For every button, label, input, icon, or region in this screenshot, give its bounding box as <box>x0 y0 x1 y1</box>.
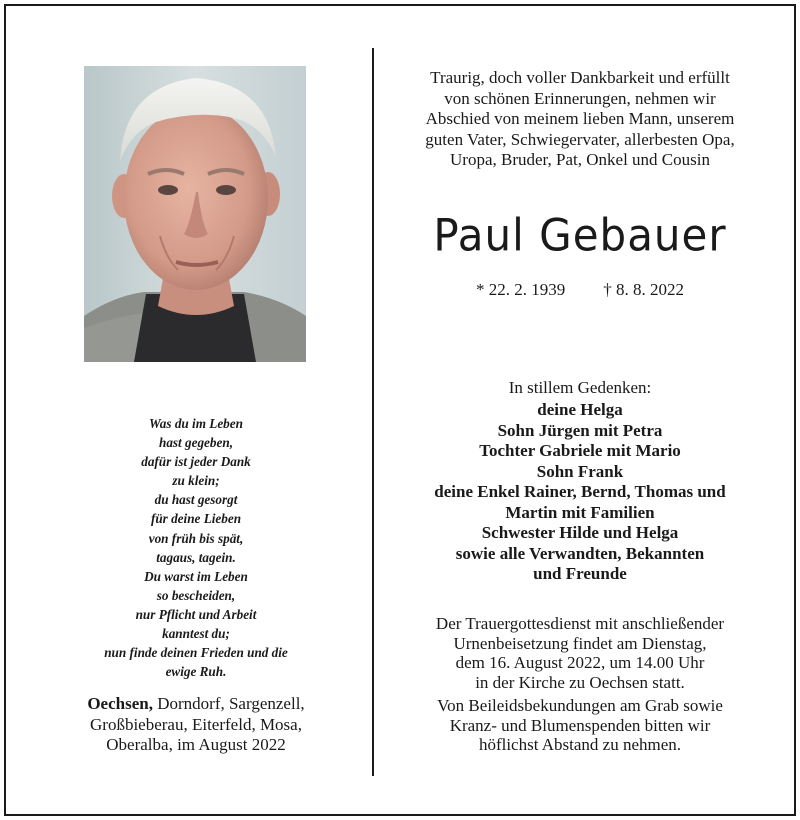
places-line-rest: Dorndorf, Sargenzell, <box>152 694 305 713</box>
mourner-line: Schwester Hilde und Helga <box>481 523 679 542</box>
places-line: Oberalba, im August 2022 <box>106 735 286 754</box>
poem-line: so bescheiden, <box>156 587 236 603</box>
condolence-request <box>380 696 780 755</box>
deceased-name: Paul Gebauer <box>433 209 727 262</box>
mourner-line: Sohn Jürgen mit Petra <box>497 420 663 440</box>
request-line: höflichst Abstand zu nehmen. <box>478 735 682 754</box>
intro-line: guten Vater, Schwiegervater, allerbesten Opa, <box>425 129 735 149</box>
life-dates <box>380 280 780 300</box>
poem-line: nun finde deinen Frieden und die <box>104 645 288 661</box>
mourner-line: Tochter Gabriele mit Mario <box>479 441 681 460</box>
portrait-photo <box>84 66 306 362</box>
places-line: Großbieberau, Eiterfeld, Mosa, <box>90 714 302 734</box>
poem-line: kanntest du; <box>162 626 230 642</box>
intro-line: Uropa, Bruder, Pat, Onkel und Cousin <box>450 150 710 169</box>
mourner-line: Sohn Frank <box>536 461 624 481</box>
intro-line: Traurig, doch voller Dankbarkeit und erfüllt <box>430 68 730 87</box>
service-line: Urnenbeisetzung findet am Dienstag, <box>453 633 707 653</box>
request-line: Von Beileidsbekundungen am Grab sowie <box>437 696 723 715</box>
places-first-town: Oechsen, <box>87 694 153 713</box>
mourner-line: sowie alle Verwandten, Bekannten <box>455 543 705 563</box>
mourners-heading: In stillem Gedenken: <box>508 378 652 397</box>
poem-line: Du warst im Leben <box>144 568 248 584</box>
mourner-line: und Freunde <box>533 564 627 583</box>
poem-line: ewige Ruh. <box>165 664 227 680</box>
poem-line: zu klein; <box>172 473 220 489</box>
poem-line: von früh bis spät, <box>148 530 244 546</box>
poem-line: dafür ist jeder Dank <box>141 454 251 470</box>
mourner-line: deine Helga <box>537 400 623 419</box>
vertical-divider <box>372 48 374 776</box>
mourners-list <box>380 400 780 585</box>
death-date: † 8. 8. 2022 <box>603 280 684 299</box>
intro-line: von schönen Erinnerungen, nehmen wir <box>444 88 716 108</box>
service-line: in der Kirche zu Oechsen statt. <box>475 672 685 692</box>
mourner-line: Martin mit Familien <box>505 502 655 522</box>
poem-line: für deine Lieben <box>150 511 242 527</box>
service-line: Der Trauergottesdienst mit anschließender <box>435 614 725 633</box>
memorial-poem <box>46 414 346 681</box>
mourner-line: deine Enkel Rainer, Bernd, Thomas und <box>434 482 726 501</box>
poem-line: hast gegeben, <box>159 435 233 451</box>
poem-line: tagaus, tagein. <box>156 549 236 565</box>
intro-text <box>380 68 780 171</box>
funeral-service-info <box>380 614 780 692</box>
places-and-date <box>46 694 346 756</box>
places-line <box>46 694 346 715</box>
intro-line: Abschied von meinem lieben Mann, unserem <box>425 109 735 128</box>
poem-line: nur Pflicht und Arbeit <box>135 606 257 622</box>
obituary-card <box>4 4 796 816</box>
birth-date: * 22. 2. 1939 <box>476 280 566 299</box>
portrait-image <box>84 66 306 362</box>
poem-line: du hast gesorgt <box>154 492 238 508</box>
poem-line: Was du im Leben <box>149 416 243 431</box>
request-line: Kranz- und Blumenspenden bitten wir <box>449 715 711 735</box>
service-line: dem 16. August 2022, um 14.00 Uhr <box>455 653 705 672</box>
